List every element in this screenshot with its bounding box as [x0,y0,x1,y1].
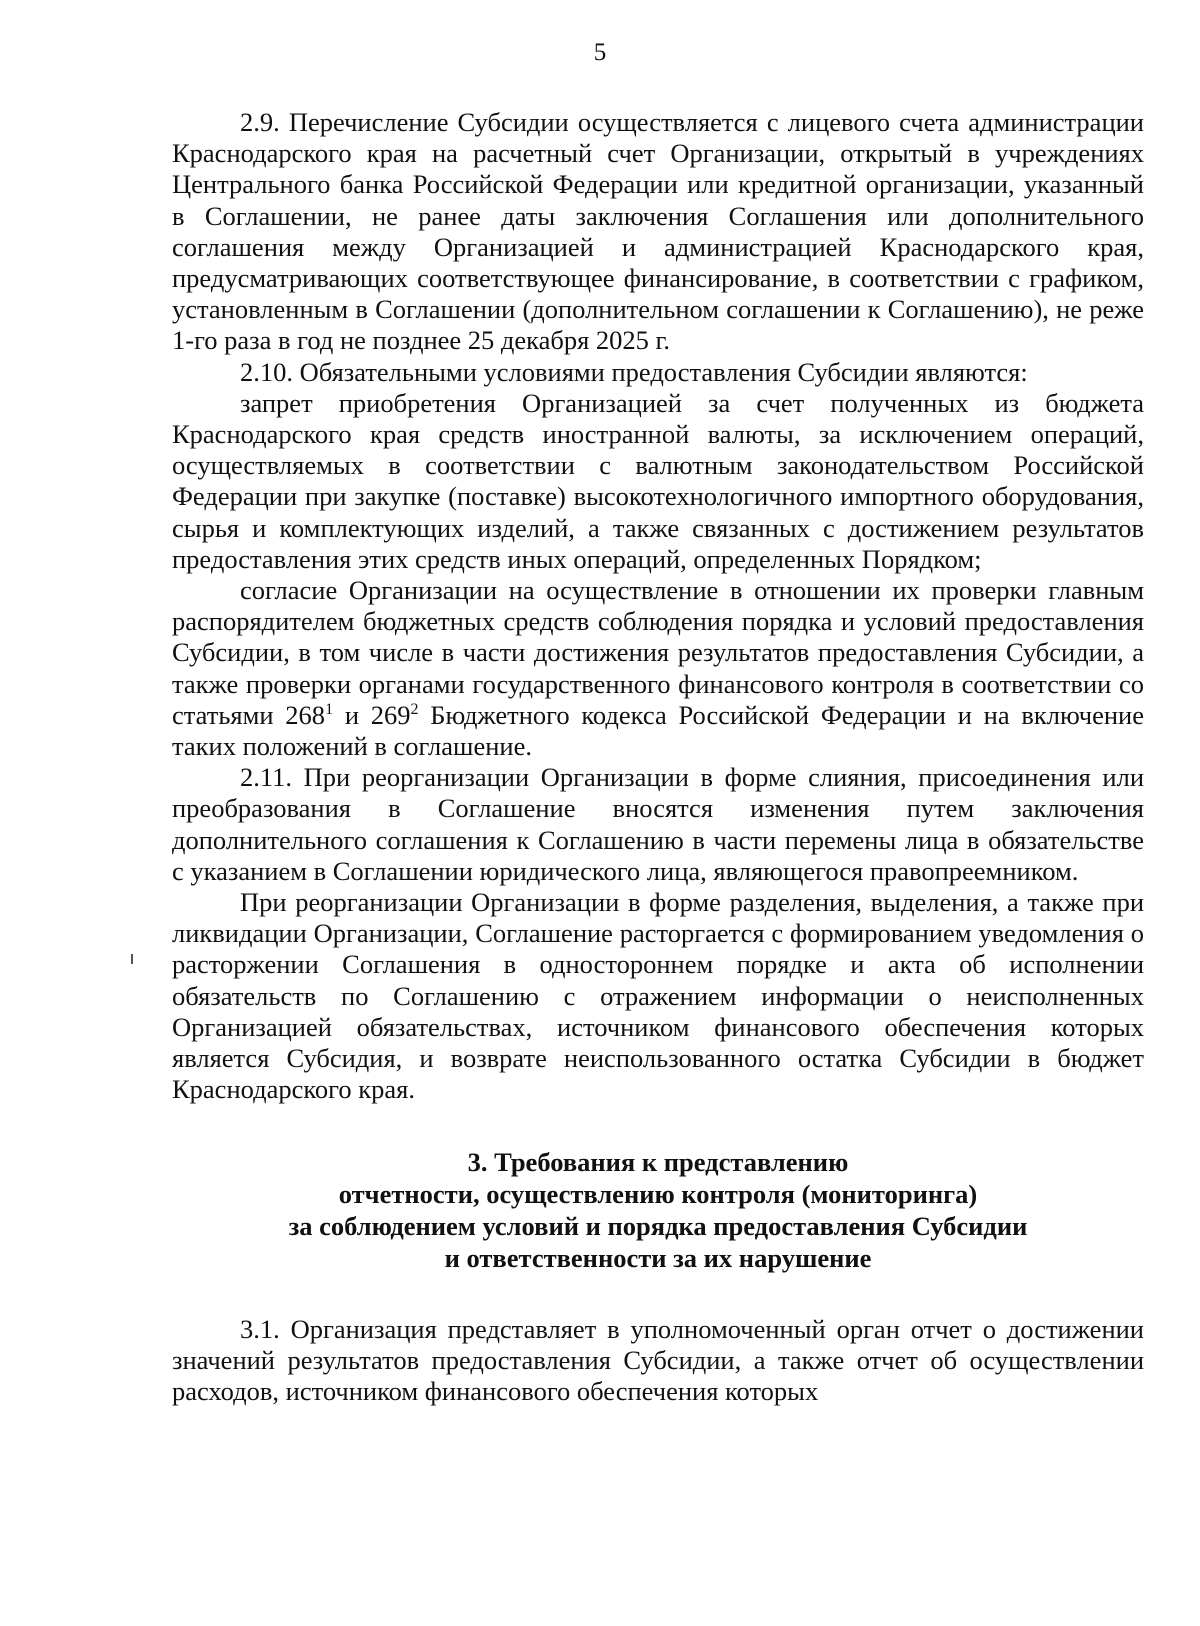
section-3-heading-line-2: отчетности, осуществлению контроля (мониторинга) [338,1178,978,1209]
section-3-heading-line-4: и ответственности за их нарушение [444,1242,872,1273]
section-3-heading-line-3: за соблюдением условий и порядка предоставления Субсидии [288,1210,1028,1241]
paragraph-2-11: 2.11. При реорганизации Организации в форме слияния, присоединения или преобразования в Соглашение вносятся изменения путем заключения дополнительного соглашения к Соглашению в части перемены лица в обязательстве с указанием в Соглашении юридического лица, являющегося правопреемником. [172,762,1144,886]
superscript-1: 1 [325,701,334,719]
condition-2-text-part-3: Бюджетного кодекса Российской Федерации и на включение таких положений в соглашение. [172,699,1144,762]
paragraph-2-10-condition-2 [172,575,1144,762]
condition-2-text-part-2: и 269 [333,699,411,730]
document-body [172,107,1144,1407]
paragraph-2-9: 2.9. Перечисление Субсидии осуществляется с лицевого счета администрации Краснодарского края на расчетный счет Организации, открытый в учреждениях Центрального банка Российской Федерации или кредитной организации, указанный в Соглашении, не ранее даты заключения Соглашения или дополнительного соглашения между Организацией и администрацией Краснодарского края, предусматривающих соответствующее финансирование, в соответствии с графиком, установленным в Соглашении (дополнительном соглашении к Соглашению), не реже 1-го раза в год не позднее 25 декабря 2025 г. [172,107,1144,356]
paragraph-3-1: 3.1. Организация представляет в уполномоченный орган отчет о достижении значений результатов предоставления Субсидии, а также отчет об осуществлении расходов, источником финансового обеспечения которых [172,1313,1144,1406]
paragraph-2-10: 2.10. Обязательными условиями предоставления Субсидии являются: [240,356,1028,387]
section-3-heading-line-1: 3. Требования к представлению [467,1146,849,1177]
page-number: 5 [593,39,607,66]
superscript-2: 2 [410,701,419,719]
paragraph-2-10-condition-1: запрет приобретения Организацией за счет полученных из бюджета Краснодарского края средств иностранной валюты, за исключением операций, осуществляемых в соответствии с валютным законодательством Российской Федерации при закупке (поставке) высокотехнологичного импортного оборудования, сырья и комплектующих изделий, а также связанных с достижением результатов предоставления этих средств иных операций, определенных Порядком; [172,387,1144,574]
margin-mark [131,954,133,964]
section-3-heading [172,1146,1144,1274]
condition-2-text-part-1: согласие Организации на осуществление в отношении их проверки главным распорядителем бюджетных средств соблюдения порядка и условий предоставления Субсидии, в том числе в части достижения результатов предоставления Субсидии, а также проверки органами государственного финансового контроля в соответствии со статьями 268 [172,575,1144,730]
paragraph-2-11-b: При реорганизации Организации в форме разделения, выделения, а также при ликвидации Организации, Соглашение расторгается с формированием уведомления о расторжении Соглашения в одностороннем порядке и акта об исполнении обязательств по Соглашению с отражением информации о неисполненных Организацией обязательствах, источником финансового обеспечения которых является Субсидия, и возврате неиспользованного остатка Субсидии в бюджет Краснодарского края. [172,887,1144,1105]
